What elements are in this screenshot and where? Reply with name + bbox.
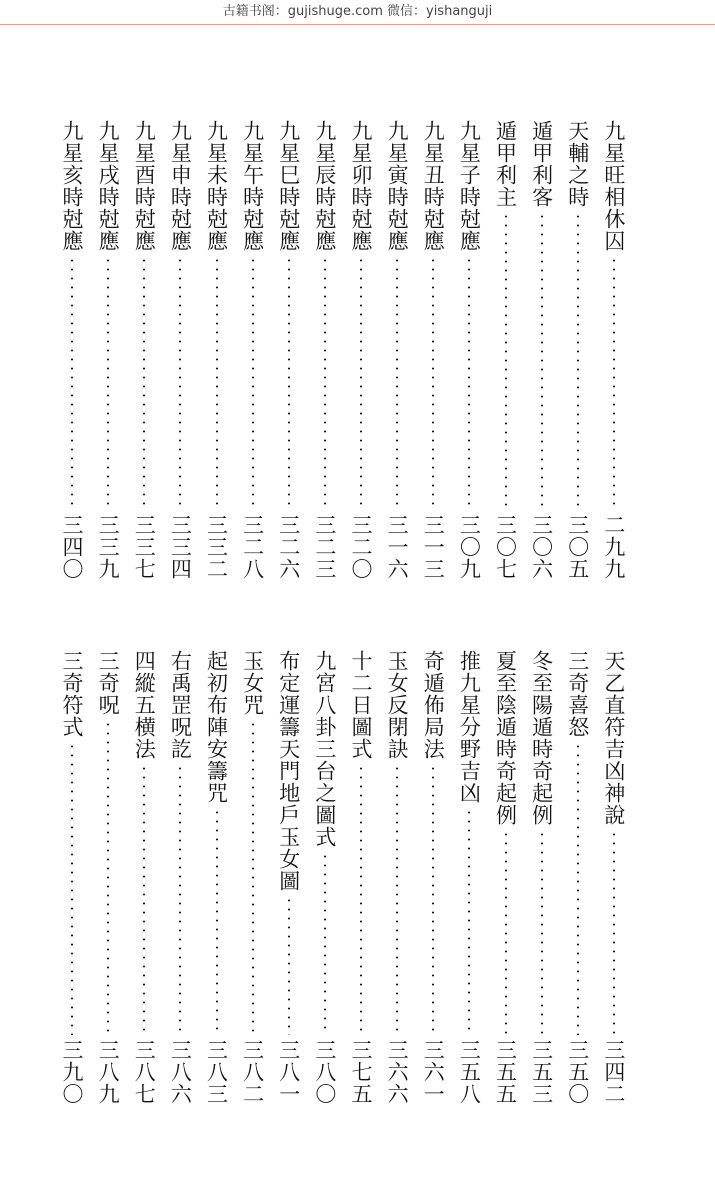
dot-leader — [288, 256, 290, 510]
toc-entry — [275, 120, 303, 580]
toc-entry — [275, 650, 303, 1105]
entry-title: 九星子時尅應 — [457, 120, 482, 252]
dot-leader — [396, 764, 398, 1035]
entry-title: 十二日圖式 — [349, 650, 373, 760]
entry-page: 三〇七 — [493, 514, 518, 580]
entry-title: 玉女咒 — [240, 650, 265, 716]
dot-leader — [179, 256, 181, 510]
dot-leader — [396, 256, 398, 510]
entry-page: 三二六 — [276, 514, 301, 580]
entry-title: 九星亥時尅應 — [60, 120, 84, 252]
dot-leader — [179, 764, 181, 1035]
entry-title: 四縱五横法 — [132, 650, 157, 760]
toc-entry — [239, 650, 267, 1105]
entry-title: 推九星分野吉凶 — [457, 650, 482, 804]
entry-page: 三一六 — [385, 514, 410, 580]
dot-leader — [360, 764, 362, 1035]
toc-entry — [166, 650, 194, 1105]
dot-leader — [143, 256, 145, 510]
dot-leader — [577, 212, 579, 510]
entry-title: 九星申時尅應 — [168, 120, 193, 252]
dot-leader — [613, 256, 615, 510]
entry-title: 布定運籌天門地戶玉女圖 — [276, 650, 301, 892]
toc-entry — [600, 650, 628, 1105]
entry-page: 三〇九 — [457, 514, 482, 580]
toc-entry — [564, 650, 592, 1105]
entry-title: 九星丑時尅應 — [421, 120, 446, 252]
toc-entry — [455, 120, 483, 580]
entry-page: 三〇五 — [565, 514, 590, 580]
watermark-banner: 古籍书阁：gujishuge.com 微信：yishanguji — [0, 0, 715, 25]
entry-page: 三〇六 — [529, 514, 554, 580]
toc-entry — [166, 120, 194, 580]
dot-leader — [577, 742, 579, 1035]
toc-entry — [492, 650, 520, 1105]
dot-leader — [360, 256, 362, 510]
toc-entry — [347, 120, 375, 580]
toc-entry — [94, 120, 122, 580]
entry-page: 三五五 — [493, 1039, 518, 1105]
entry-title: 九星未時尅應 — [204, 120, 229, 252]
entry-page: 三七五 — [349, 1039, 373, 1105]
entry-title: 天乙直符吉凶神說 — [601, 650, 626, 826]
entry-title: 九星戌時尅應 — [96, 120, 121, 252]
toc-entry — [564, 120, 592, 580]
entry-page: 三三七 — [132, 514, 157, 580]
dot-leader — [541, 830, 543, 1035]
toc-block-top — [58, 120, 628, 580]
dot-leader — [468, 808, 470, 1035]
dot-leader — [216, 256, 218, 510]
entry-title: 九星旺相休囚 — [601, 120, 626, 252]
dot-leader — [252, 720, 254, 1035]
toc-entry — [130, 650, 158, 1105]
entry-page: 三八三 — [204, 1039, 229, 1105]
toc-entry — [58, 650, 86, 1105]
entry-page: 三三四 — [168, 514, 193, 580]
dot-leader — [505, 212, 507, 510]
entry-page: 三二〇 — [349, 514, 373, 580]
toc-entry — [203, 120, 231, 580]
entry-title: 遁甲利客 — [529, 120, 554, 208]
entry-page: 三九〇 — [60, 1039, 84, 1105]
entry-title: 九宮八卦三台之圖式 — [312, 650, 337, 848]
entry-title: 天輔之時 — [565, 120, 590, 208]
dot-leader — [71, 742, 73, 1035]
entry-title: 九星辰時尅應 — [312, 120, 337, 252]
dot-leader — [107, 720, 109, 1035]
toc-entry — [347, 650, 375, 1105]
entry-page: 三三二 — [204, 514, 229, 580]
entry-page: 三五〇 — [565, 1039, 590, 1105]
dot-leader — [71, 256, 73, 510]
toc-entry — [383, 650, 411, 1105]
toc-entry — [419, 650, 447, 1105]
dot-leader — [143, 764, 145, 1035]
entry-title: 九星巳時尅應 — [276, 120, 301, 252]
toc-entry — [600, 120, 628, 580]
entry-title: 遁甲利主 — [493, 120, 518, 208]
entry-page: 三六一 — [421, 1039, 446, 1105]
dot-leader — [432, 764, 434, 1035]
toc-entry — [58, 120, 86, 580]
entry-title: 夏至陰遁時奇起例 — [493, 650, 518, 826]
toc-entry — [203, 650, 231, 1105]
toc-entry — [239, 120, 267, 580]
entry-page: 三八一 — [276, 1039, 301, 1105]
dot-leader — [324, 852, 326, 1035]
toc-entry — [94, 650, 122, 1105]
entry-page: 三二三 — [312, 514, 337, 580]
toc-entry — [130, 120, 158, 580]
entry-page: 三五八 — [457, 1039, 482, 1105]
entry-page: 三八〇 — [312, 1039, 337, 1105]
entry-page: 三八九 — [96, 1039, 121, 1105]
toc-entry — [528, 650, 556, 1105]
dot-leader — [541, 212, 543, 510]
entry-title: 九星酉時尅應 — [132, 120, 157, 252]
toc-block-bottom — [58, 650, 628, 1105]
entry-title: 九星午時尅應 — [240, 120, 265, 252]
dot-leader — [324, 256, 326, 510]
entry-title: 奇遁佈局法 — [421, 650, 446, 760]
toc-entry — [311, 650, 339, 1105]
entry-page: 三一三 — [421, 514, 446, 580]
dot-leader — [505, 830, 507, 1035]
entry-page: 三四二 — [601, 1039, 626, 1105]
dot-leader — [432, 256, 434, 510]
toc-entry — [383, 120, 411, 580]
entry-page: 三八七 — [132, 1039, 157, 1105]
entry-page: 三六六 — [385, 1039, 410, 1105]
toc-entry — [528, 120, 556, 580]
entry-title: 九星寅時尅應 — [385, 120, 410, 252]
dot-leader — [107, 256, 109, 510]
entry-page: 三二八 — [240, 514, 265, 580]
dot-leader — [613, 830, 615, 1035]
dot-leader — [468, 256, 470, 510]
toc-entry — [492, 120, 520, 580]
toc-entry — [419, 120, 447, 580]
dot-leader — [252, 256, 254, 510]
toc-entry — [455, 650, 483, 1105]
entry-title: 三奇符式 — [60, 650, 84, 738]
toc-entry — [311, 120, 339, 580]
dot-leader — [216, 808, 218, 1035]
entry-page: 三五三 — [529, 1039, 554, 1105]
entry-title: 冬至陽遁時奇起例 — [529, 650, 554, 826]
entry-page: 二九九 — [601, 514, 626, 580]
entry-title: 起初布陣安籌咒 — [204, 650, 229, 804]
dot-leader — [288, 896, 290, 1035]
entry-page: 三四〇 — [60, 514, 84, 580]
entry-page: 三八二 — [240, 1039, 265, 1105]
entry-title: 玉女反閉訣 — [385, 650, 410, 760]
entry-page: 三八六 — [168, 1039, 193, 1105]
entry-title: 九星卯時尅應 — [349, 120, 373, 252]
entry-title: 三奇呪 — [96, 650, 121, 716]
entry-title: 右禹罡呪訖 — [168, 650, 193, 760]
entry-page: 三三九 — [96, 514, 121, 580]
entry-title: 三奇喜怒 — [565, 650, 590, 738]
